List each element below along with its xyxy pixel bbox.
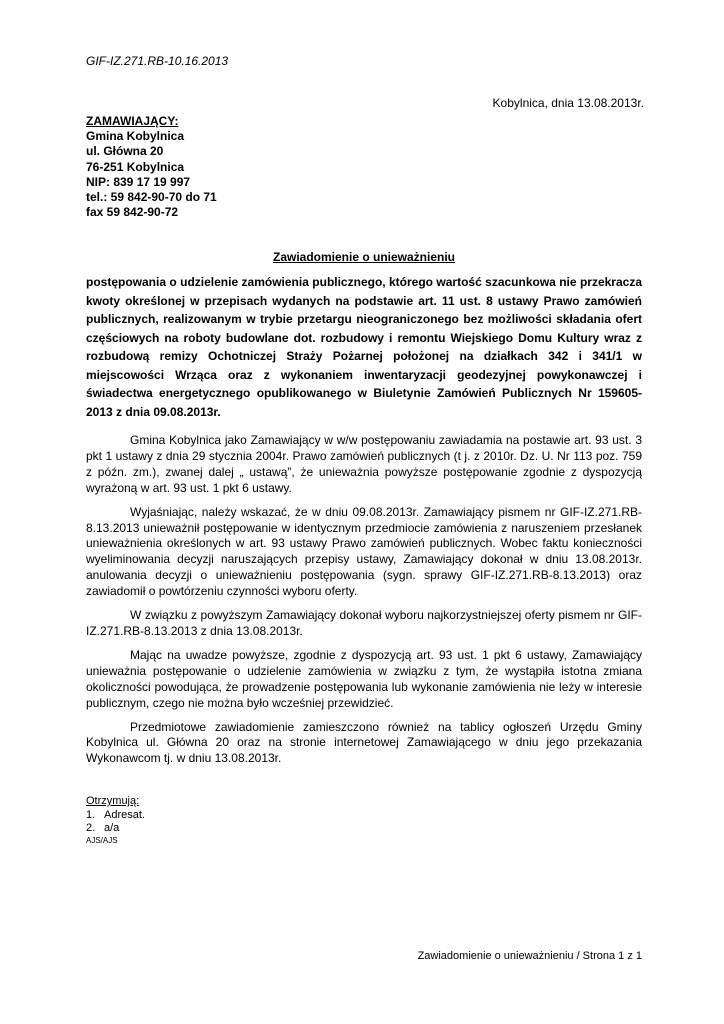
recipients-block [86,795,145,846]
orderer-heading: ZAMAWIAJĄCY: [86,114,179,128]
recipient-name: Adresat. [104,808,145,821]
recipient-item [86,822,145,836]
orderer-name: Gmina Kobylnica [86,129,185,144]
body-paragraph: Wyjaśniając, należy wskazać, że w dniu 09.08.2013r. Zamawiający pismem nr GIF-IZ.271.RB-8.13.2013 unieważnił postępowanie w identycznym przedmiocie zamówienia z naruszeniem przesłanek unieważnienia określonych w art. 93 ustawy Prawo zamówień publicznych. Wobec faktu konieczności wyeliminowania decyzji naruszających przepisy ustawy, Zamawiający dokonał w dniu 13.08.2013r. anulowania decyzji o unieważnieniu postępowania (sygn. sprawy GIF-IZ.271.RB-8.13.2013) oraz zawiadomił o powtórzeniu czynności wyboru oferty. [86,504,642,599]
recipient-number: 2. [86,822,96,834]
author-initials: AJS/AJS [86,835,118,845]
orderer-fax: fax 59 842-90-72 [86,205,179,220]
orderer-street: ul. Główna 20 [86,144,164,159]
recipient-number: 1. [86,808,96,821]
orderer-postal-city: 76-251 Kobylnica [86,159,185,174]
page-footer: Zawiadomienie o unieważnieniu / Strona 1 z 1 [417,950,642,962]
recipient-item [86,809,145,823]
orderer-nip: NIP: 839 17 19 997 [86,174,191,189]
orderer-phone: tel.: 59 842-90-70 do 71 [86,190,217,205]
reference-number: GIF-IZ.271.RB-10.16.2013 [86,54,229,68]
body-paragraph: Gmina Kobylnica jako Zamawiający w w/w postępowaniu zawiadamia na postawie art. 93 ust. 3 pkt 1 ustawy z dnia 29 stycznia 2004r. Prawo zamówień publicznych (t j. z 2010r. Dz. U. Nr 113 poz. 759 z późn. zm.), zwanej dalej „ ustawą”, że unieważnia powyższe postępowanie zgodnie z dyspozycją wyrażoną w art. 93 ust. 1 pkt 6 ustawy. [86,433,642,495]
orderer-block [86,114,217,220]
document-title: Zawiadomienie o unieważnieniu [272,250,456,264]
recipients-heading: Otrzymują: [86,795,140,807]
body-paragraph: Mając na uwadze powyższe, zgodnie z dyspozycją art. 93 ust. 1 pkt 6 ustawy, Zamawiający unieważnia postępowanie o udzielenie zamówienia w związku z tym, że wystąpiła istotna zmiana okoliczności powodująca, że prowadzenie postępowania lub wykonanie zamówienia nie leży w interesie publicznym, czego nie można było wcześniej przewidzieć. [86,647,642,710]
place-and-date: Kobylnica, dnia 13.08.2013r. [492,96,644,110]
document-body [86,433,642,775]
body-paragraph: W związku z powyższym Zamawiający dokonał wyboru najkorzystniejszej oferty pismem nr GIF-IZ.271.RB-8.13.2013 z dnia 13.08.2013r. [86,608,642,638]
body-paragraph: Przedmiotowe zawiadomienie zamieszczono również na tablicy ogłoszeń Urzędu Gminy Kobylnica ul. Główna 20 oraz na stronie internetowej Zamawiającego w dniu jego przekazania Wykonawcom tj. w dniu 13.08.2013r. [86,719,642,766]
document-subject: postępowania o udzielenie zamówienia publicznego, którego wartość szacunkowa nie przekracza kwoty określonej w przepisach wydanych na podstawie art. 11 ust. 8 ustawy Prawo zamówień publicznych, realizowanym w trybie przetargu nieograniczonego bez możliwości składania ofert częściowych na roboty budowlane dot. rozbudowy i remontu Wiejskiego Domu Kultury wraz z rozbudową remizy Ochotniczej Straży Pożarnej położonej na działkach 342 i 341/1 w miejscowości Wrząca oraz z wykonaniem inwentaryzacji geodezyjnej powykonawczej i świadectwa energetycznego opublikowanego w Biuletynie Zamówień Publicznych Nr 159605-2013 z dnia 09.08.2013r. [86,275,642,419]
recipient-name: a/a [104,822,120,834]
